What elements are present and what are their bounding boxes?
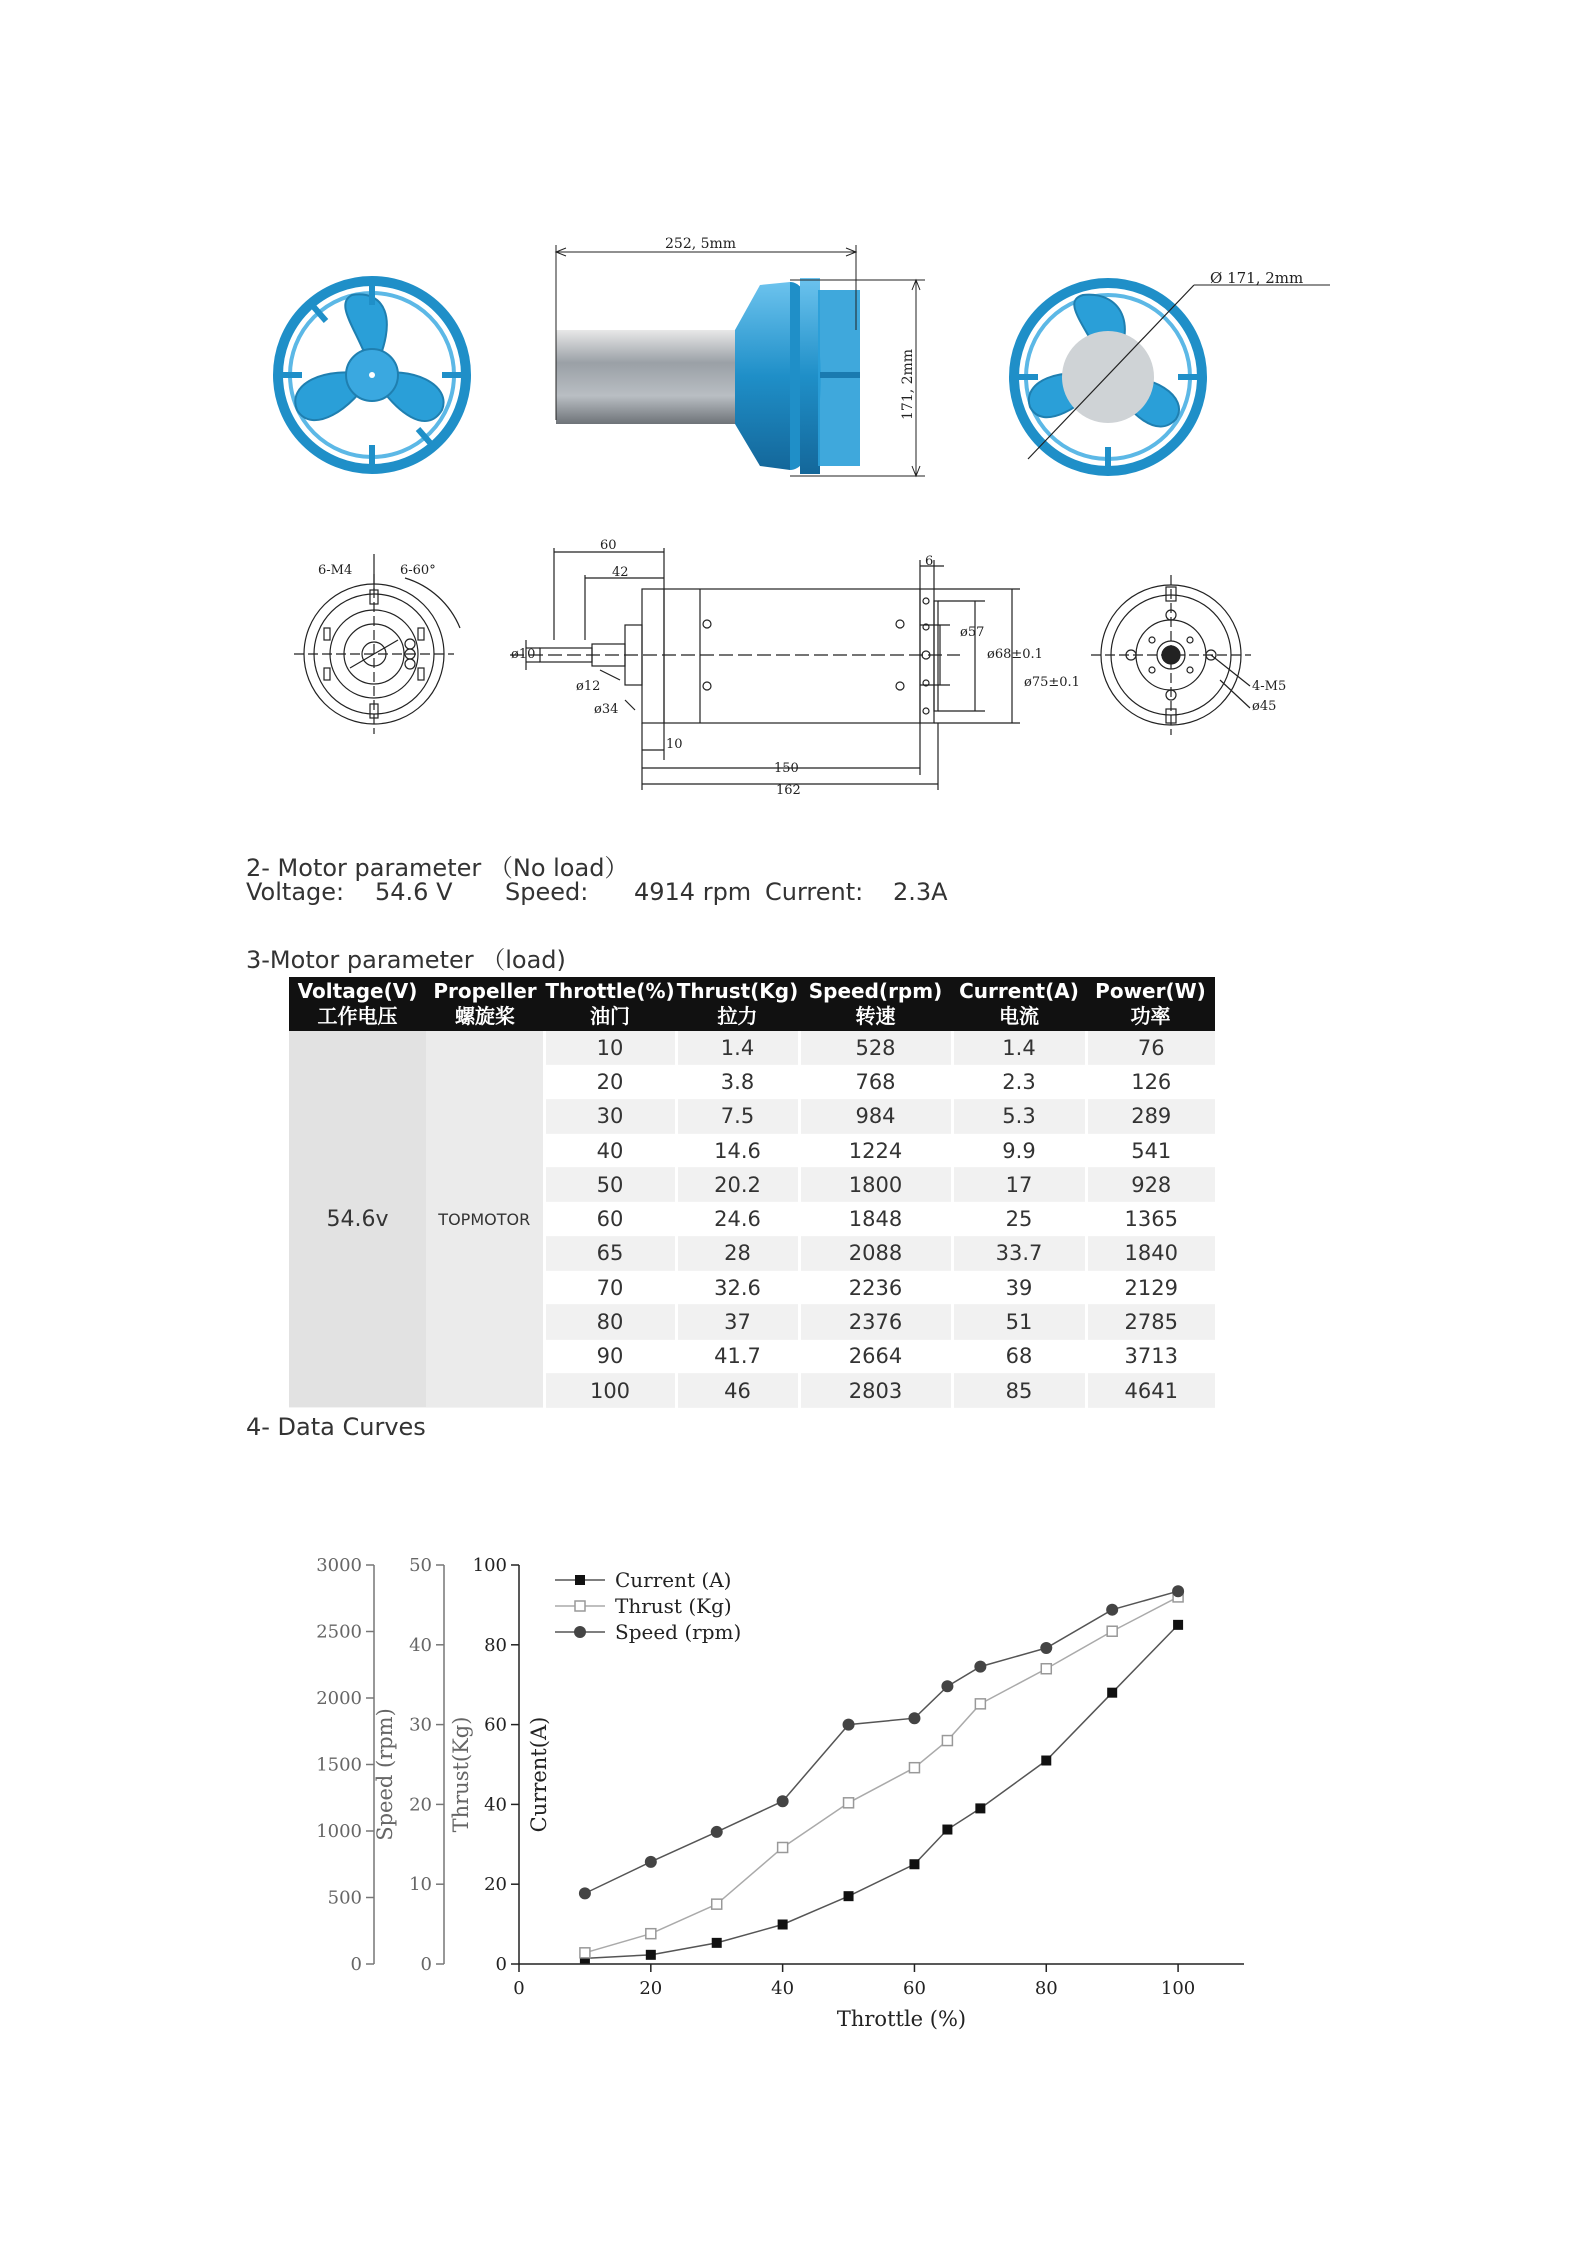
table-row (289, 1031, 1215, 1065)
header-voltage: Voltage(V) 工作电压 (289, 977, 426, 1031)
y-axis-title: Speed (rpm) (373, 1708, 397, 1841)
table-cell: 126 (1086, 1065, 1215, 1099)
x-tick-label: 60 (903, 1978, 926, 1999)
y-tick-label: 20 (409, 1794, 432, 1816)
chart-legend (555, 1568, 741, 1644)
table-cell: 51 (952, 1305, 1086, 1339)
table-cell: 1848 (799, 1202, 952, 1236)
data-point (1040, 1642, 1052, 1654)
current-value: 2.3A (893, 878, 948, 906)
section-2-title: 2- Motor parameter （No load） (246, 854, 629, 882)
table-cell: 928 (1086, 1168, 1215, 1202)
data-point (646, 1950, 656, 1960)
x-tick-label: 0 (513, 1978, 525, 1999)
series-line (585, 1625, 1178, 1959)
table-cell: 2.3 (952, 1065, 1086, 1099)
table-cell: 3.8 (676, 1065, 799, 1099)
data-point (1172, 1585, 1184, 1597)
dim-60-label: 60 (600, 538, 617, 553)
table-cell: 30 (544, 1099, 676, 1133)
legend-marker (574, 1626, 586, 1638)
dim-162-label: 162 (776, 783, 801, 798)
table-cell: 1800 (799, 1168, 952, 1202)
data-point (975, 1803, 985, 1813)
dim-42-label: 42 (612, 565, 629, 580)
section-3-title: 3-Motor parameter （load) (246, 946, 566, 974)
y-tick-label: 0 (350, 1954, 362, 1975)
data-point (975, 1699, 985, 1709)
x-axis-title: Throttle (%) (836, 2007, 967, 2031)
y-tick-label: 80 (484, 1634, 507, 1656)
x-tick-label: 80 (1034, 1978, 1058, 1999)
table-cell: 50 (544, 1168, 676, 1202)
header-current: Current(A) 电流 (952, 977, 1086, 1031)
y-tick-label: 1000 (316, 1821, 362, 1842)
rear-phi45-label: ø45 (1252, 699, 1277, 714)
y-axis-title: Thrust(Kg) (449, 1716, 473, 1833)
table-cell: 1.4 (676, 1031, 799, 1065)
height-dimension-label: 171, 2mm (900, 348, 916, 420)
dim-phi12-label: ø12 (576, 679, 601, 694)
x-tick-label: 100 (1160, 1978, 1196, 1999)
y-tick-label: 100 (472, 1555, 507, 1576)
dim-phi57-label: ø57 (960, 625, 985, 640)
voltage-value: 54.6 V (375, 878, 453, 906)
speed-value: 4914 rpm (634, 878, 752, 906)
table-cell: 100 (544, 1373, 676, 1407)
section-4-title: 4- Data Curves (246, 1413, 426, 1441)
table-cell: 32.6 (676, 1271, 799, 1305)
data-point (908, 1712, 920, 1724)
data-point (941, 1680, 953, 1692)
data-point (843, 1719, 855, 1731)
table-cell: 5.3 (952, 1099, 1086, 1133)
table-cell: 76 (1086, 1031, 1215, 1065)
front-angle-label: 6-60° (400, 563, 436, 578)
y-tick-label: 0 (495, 1954, 507, 1975)
table-cell: 10 (544, 1031, 676, 1065)
propeller-cell: TOPMOTOR (426, 1031, 544, 1408)
series-line (585, 1597, 1178, 1953)
y-tick-label: 40 (409, 1634, 432, 1656)
rear-face-drawing (1091, 575, 1251, 735)
data-point (646, 1929, 656, 1939)
table-cell: 2803 (799, 1373, 952, 1407)
dim-6-label: 6 (925, 554, 934, 569)
table-cell: 2376 (799, 1305, 952, 1339)
table-cell: 46 (676, 1373, 799, 1407)
chart-axes (316, 1555, 1244, 2031)
data-point (844, 1891, 854, 1901)
side-view-render (556, 236, 925, 476)
y-tick-label: 2000 (316, 1688, 362, 1709)
thruster-renders (0, 0, 1587, 500)
technical-drawings (0, 520, 1587, 820)
y-tick-label: 50 (409, 1555, 432, 1576)
table-cell: 70 (544, 1271, 676, 1305)
table-header-row (289, 977, 1215, 1031)
load-parameter-table (289, 977, 1215, 1408)
y-tick-label: 30 (409, 1714, 432, 1736)
table-cell: 541 (1086, 1133, 1215, 1167)
data-point (1106, 1604, 1118, 1616)
header-throttle: Throttle(%) 油门 (544, 977, 676, 1031)
rear-view-render (1014, 283, 1330, 471)
table-cell: 9.9 (952, 1133, 1086, 1167)
data-point (778, 1842, 788, 1852)
y-tick-label: 1500 (316, 1754, 362, 1776)
table-cell: 28 (676, 1236, 799, 1270)
y-tick-label: 0 (420, 1954, 432, 1975)
x-tick-label: 20 (639, 1978, 663, 1999)
data-point (1041, 1664, 1051, 1674)
table-cell: 2664 (799, 1339, 952, 1373)
table-cell: 768 (799, 1065, 952, 1099)
table-cell: 1365 (1086, 1202, 1215, 1236)
table-cell: 24.6 (676, 1202, 799, 1236)
table-cell: 33.7 (952, 1236, 1086, 1270)
data-point (974, 1661, 986, 1673)
table-cell: 3713 (1086, 1339, 1215, 1373)
legend-label: Thrust (Kg) (615, 1594, 732, 1618)
dim-phi34-label: ø34 (594, 702, 619, 717)
front-propeller-render (278, 281, 466, 469)
current-label: Current: (765, 878, 864, 906)
table-cell: 25 (952, 1202, 1086, 1236)
data-point (844, 1798, 854, 1808)
voltage-cell: 54.6v (289, 1031, 426, 1408)
table-cell: 2088 (799, 1236, 952, 1270)
header-propeller: Propeller 螺旋桨 (426, 977, 544, 1031)
table-cell: 39 (952, 1271, 1086, 1305)
table-cell: 40 (544, 1133, 676, 1167)
table-cell: 4641 (1086, 1373, 1215, 1407)
data-curves-chart (0, 1500, 1587, 2060)
dim-phi10-label: ø10 (511, 647, 536, 662)
data-point (1173, 1620, 1183, 1630)
table-cell: 528 (799, 1031, 952, 1065)
data-point (645, 1856, 657, 1868)
data-point (1041, 1756, 1051, 1766)
table-cell: 289 (1086, 1099, 1215, 1133)
y-axis-title: Current(A) (527, 1716, 551, 1833)
legend-marker (575, 1601, 585, 1611)
y-tick-label: 20 (484, 1874, 507, 1896)
data-point (712, 1938, 722, 1948)
side-drawing (510, 548, 1020, 790)
data-point (712, 1899, 722, 1909)
data-point (777, 1795, 789, 1807)
dim-10-label: 10 (666, 737, 683, 752)
table-cell: 984 (799, 1099, 952, 1133)
table-cell: 20.2 (676, 1168, 799, 1202)
front-holes-label: 6-M4 (318, 563, 353, 578)
table-cell: 85 (952, 1373, 1086, 1407)
y-tick-label: 40 (484, 1794, 507, 1816)
table-cell: 1840 (1086, 1236, 1215, 1270)
legend-label: Speed (rpm) (615, 1620, 742, 1644)
header-power: Power(W) 功率 (1086, 977, 1215, 1031)
table-cell: 7.5 (676, 1099, 799, 1133)
data-point (579, 1887, 591, 1899)
data-point (778, 1919, 788, 1929)
legend-marker (575, 1575, 585, 1585)
rear-holes-label: 4-M5 (1252, 679, 1287, 694)
dim-phi75-label: ø75±0.1 (1024, 675, 1080, 690)
speed-label: Speed: (505, 878, 589, 906)
table-cell: 1224 (799, 1133, 952, 1167)
data-point (942, 1825, 952, 1835)
data-point (909, 1763, 919, 1773)
table-cell: 41.7 (676, 1339, 799, 1373)
table-cell: 14.6 (676, 1133, 799, 1167)
table-cell: 2129 (1086, 1271, 1215, 1305)
data-point (909, 1859, 919, 1869)
y-tick-label: 60 (484, 1714, 507, 1736)
table-cell: 80 (544, 1305, 676, 1339)
diameter-dimension-label: Ø 171, 2mm (1210, 269, 1304, 287)
header-thrust: Thrust(Kg) 拉力 (676, 977, 799, 1031)
header-speed: Speed(rpm) 转速 (799, 977, 952, 1031)
table-cell: 1.4 (952, 1031, 1086, 1065)
y-tick-label: 10 (409, 1874, 432, 1896)
data-point (711, 1826, 723, 1838)
y-tick-label: 500 (327, 1887, 362, 1909)
table-cell: 65 (544, 1236, 676, 1270)
table-cell: 2785 (1086, 1305, 1215, 1339)
table-cell: 60 (544, 1202, 676, 1236)
dim-phi68-label: ø68±0.1 (987, 647, 1043, 662)
length-dimension-label: 252, 5mm (665, 236, 737, 252)
table-cell: 90 (544, 1339, 676, 1373)
data-point (1107, 1688, 1117, 1698)
table-cell: 2236 (799, 1271, 952, 1305)
data-point (580, 1948, 590, 1958)
table-cell: 68 (952, 1339, 1086, 1373)
data-point (1107, 1626, 1117, 1636)
legend-label: Current (A) (615, 1568, 732, 1592)
voltage-label: Voltage: (246, 878, 345, 906)
table-cell: 17 (952, 1168, 1086, 1202)
dim-150-label: 150 (774, 761, 799, 776)
data-point (942, 1736, 952, 1746)
table-cell: 20 (544, 1065, 676, 1099)
front-face-drawing (294, 554, 460, 734)
y-tick-label: 3000 (316, 1555, 362, 1576)
table-cell: 37 (676, 1305, 799, 1339)
y-tick-label: 2500 (316, 1621, 362, 1643)
x-tick-label: 40 (771, 1978, 795, 1999)
